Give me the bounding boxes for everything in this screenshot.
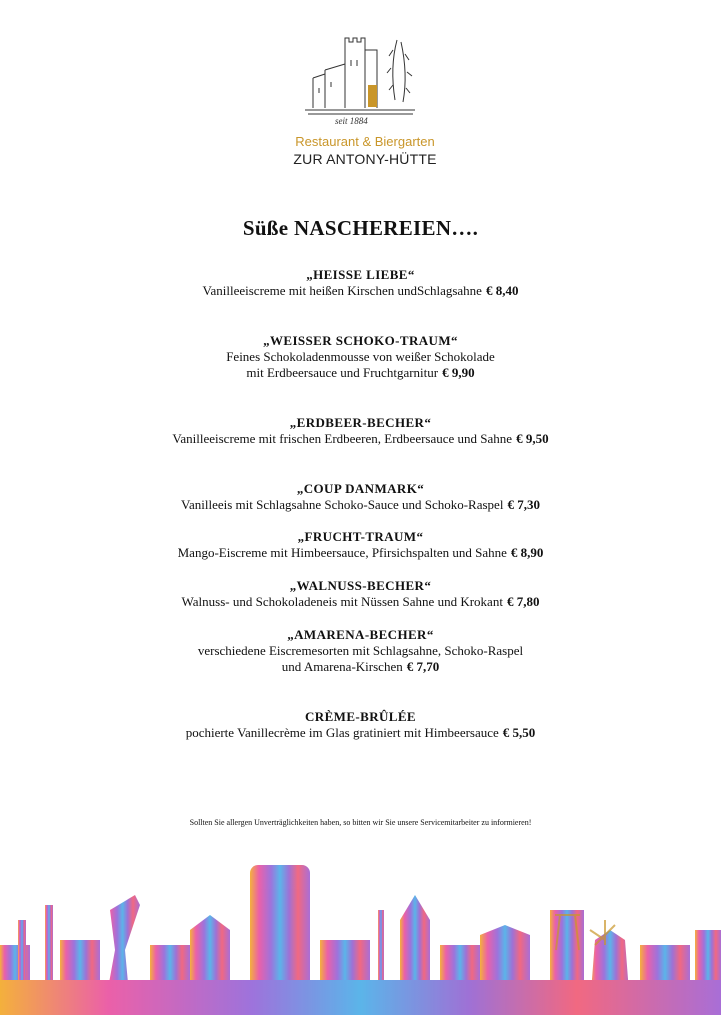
menu-item bbox=[0, 415, 721, 447]
item-price: € 7,80 bbox=[506, 594, 540, 609]
city-skyline-illustration bbox=[0, 850, 721, 1024]
castle-logo-icon bbox=[305, 30, 425, 130]
item-description: pochierte Vanillecrème im Glas gratiniert mit Himbeersauce € 5,50 bbox=[185, 725, 536, 740]
page-title: Süße NASCHEREIEN…. bbox=[242, 216, 479, 240]
brand-line-restaurant: Restaurant & Biergarten bbox=[295, 134, 435, 149]
item-description: mit Erdbeersauce und Fruchtgarnitur € 9,90 bbox=[246, 365, 475, 380]
menu-item bbox=[0, 333, 721, 381]
item-description: Walnuss- und Schokoladeneis mit Nüssen Sahne und Krokant € 7,80 bbox=[181, 594, 540, 609]
allergy-notice: Sollten Sie allergen Unverträglichkeiten haben, so bitten wir Sie unsere Servicemitarbeiter zu informieren! bbox=[189, 818, 532, 827]
item-name: „FRUCHT-TRAUM“ bbox=[297, 529, 424, 544]
item-description: Vanilleeiscreme mit frischen Erdbeeren, Erdbeersauce und Sahne € 9,50 bbox=[172, 431, 549, 446]
item-price: € 5,50 bbox=[502, 725, 536, 740]
item-description: Vanilleeiscreme mit heißen Kirschen undSchlagsahne € 8,40 bbox=[202, 283, 519, 298]
menu-item bbox=[0, 578, 721, 610]
item-price: € 8,40 bbox=[485, 283, 519, 298]
item-price: € 9,50 bbox=[516, 431, 549, 446]
item-name: „COUP DANMARK“ bbox=[296, 481, 425, 496]
item-price: € 8,90 bbox=[510, 545, 544, 560]
item-name: „WALNUSS-BECHER“ bbox=[289, 578, 432, 593]
item-description: Feines Schokoladenmousse von weißer Schokolade bbox=[226, 349, 495, 364]
since-label: seit 1884 bbox=[335, 116, 368, 126]
brand-line-name: ZUR ANTONY-HÜTTE bbox=[293, 151, 437, 167]
item-name: „AMARENA-BECHER“ bbox=[287, 627, 434, 642]
menu-item bbox=[0, 627, 721, 675]
item-price: € 9,90 bbox=[442, 365, 475, 380]
restaurant-logo bbox=[285, 30, 445, 170]
item-name: „ERDBEER-BECHER“ bbox=[289, 415, 432, 430]
item-description: und Amarena-Kirschen € 7,70 bbox=[281, 659, 440, 674]
item-name: „WEISSER SCHOKO-TRAUM“ bbox=[263, 333, 458, 348]
item-price: € 7,30 bbox=[507, 497, 540, 512]
item-description: verschiedene Eiscremesorten mit Schlagsahne, Schoko-Raspel bbox=[197, 643, 524, 658]
menu-item bbox=[0, 709, 721, 741]
item-name: „HEISSE LIEBE“ bbox=[306, 267, 415, 282]
menu-item bbox=[0, 529, 721, 561]
item-price: € 7,70 bbox=[406, 659, 440, 674]
item-description: Mango-Eiscreme mit Himbeersauce, Pfirsichspalten und Sahne € 8,90 bbox=[177, 545, 544, 560]
menu-item bbox=[0, 481, 721, 513]
item-description: Vanilleeis mit Schlagsahne Schoko-Sauce und Schoko-Raspel € 7,30 bbox=[181, 497, 540, 512]
menu-item bbox=[0, 267, 721, 299]
item-name: CRÈME-BRÛLÉE bbox=[305, 709, 416, 724]
